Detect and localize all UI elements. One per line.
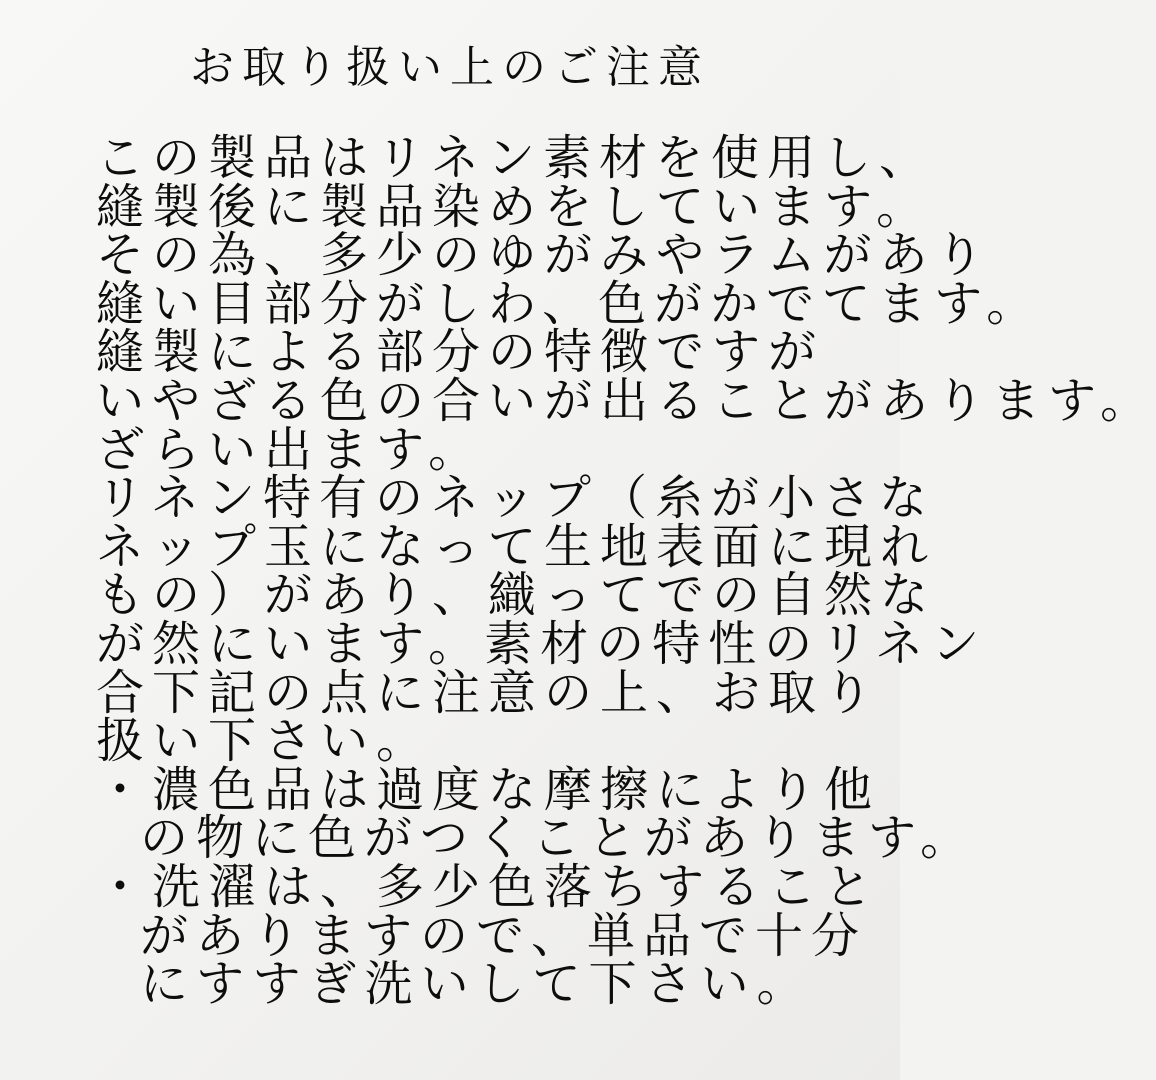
bullet-line-2: の物に色がつくことがあります。	[140, 810, 977, 867]
page-title: お取り扱い上のご注意	[190, 42, 710, 93]
text-line-1: この製品はリネン素材を使用し、	[96, 130, 936, 186]
text-line-12: 合下記の点に注意の上、お取り	[96, 664, 881, 721]
text-line-9: ネップ玉になって生地表面に現れ	[96, 518, 937, 575]
text-line-10: もの）があり、織ってでの自然な	[96, 567, 937, 624]
bullet-line-1: ・濃色品は過度な摩擦により他	[96, 761, 881, 818]
text-line-4: 縫い目部分がしわ、色がかでてます。	[96, 275, 1043, 332]
text-line-2: 縫製後に製品染めをしています。	[96, 178, 933, 235]
text-line-7: ざらい出ます。	[96, 421, 485, 478]
bullet-line-4: がありますので、単品で十分	[140, 907, 868, 964]
text-line-6: いやざる色の合いが出ることがあります。	[96, 372, 1156, 429]
text-line-11: が然にいます。素材の特性のリネン	[96, 615, 988, 672]
care-instructions-text	[96, 130, 1156, 1013]
text-line-5: 縫製による部分の特徴ですが	[96, 324, 825, 381]
text-line-8: リネン特有のネップ（糸が小さな	[96, 470, 936, 527]
bullet-line-3: ・洗濯は、多少色落ちすること	[96, 858, 881, 915]
text-line-3: その為、多少のゆがみやラムがあり	[96, 227, 992, 284]
text-line-13: 扱い下さい。	[96, 713, 433, 770]
bullet-line-5: にすすぎ洗いして下さい。	[140, 956, 813, 1013]
